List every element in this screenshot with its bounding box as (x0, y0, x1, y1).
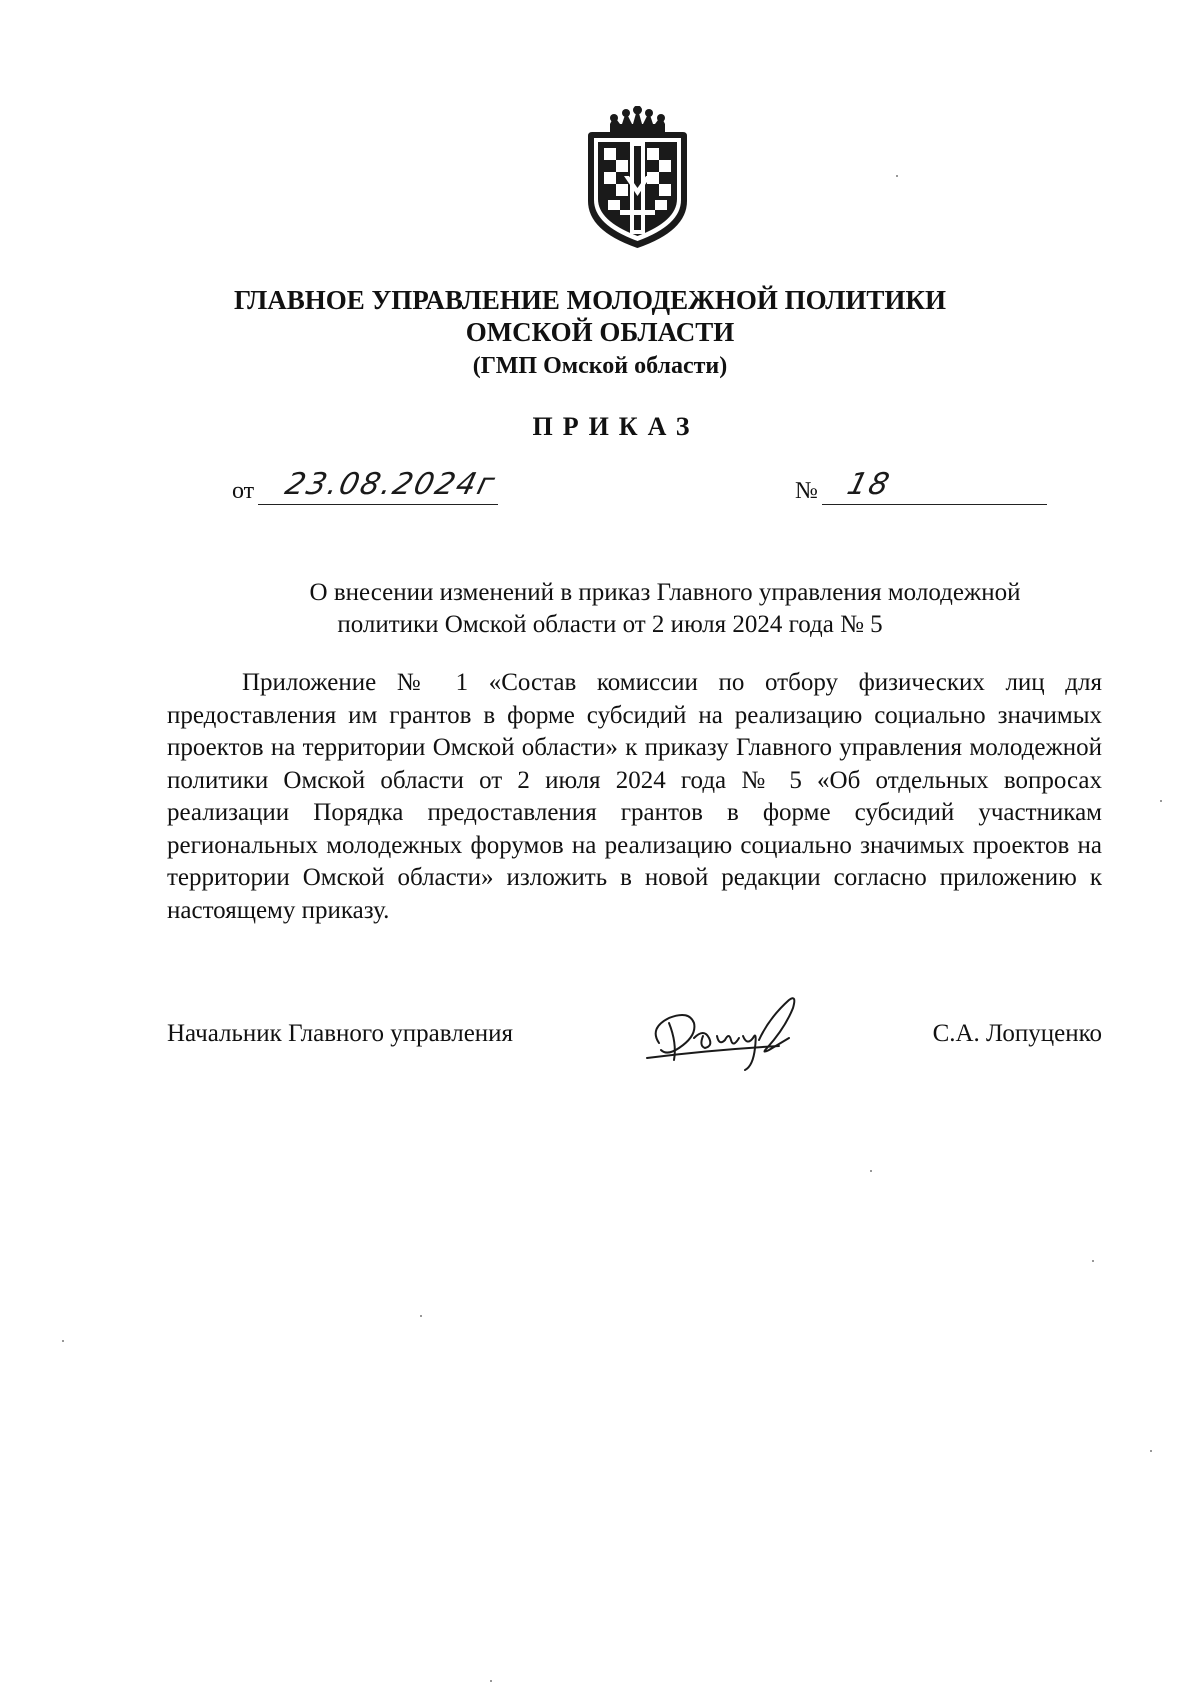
scan-speck (1092, 1260, 1094, 1262)
signatory-name: С.А. Лопуценко (932, 1020, 1102, 1047)
coat-of-arms-icon (580, 106, 695, 251)
signatory-position: Начальник Главного управления (167, 1020, 514, 1047)
scan-speck (870, 1170, 872, 1172)
subject-line2: политики Омской области от 2 июля 2024 года № 5 (337, 611, 883, 638)
order-date-line (232, 467, 501, 505)
scan-speck (896, 175, 898, 177)
scan-speck (490, 1680, 492, 1682)
subject-line1: О внесении изменений в приказ Главного управления молодежной (309, 579, 1021, 606)
handwritten-date: 23.08.2024г (281, 467, 501, 502)
order-subject (0, 577, 1200, 641)
organization-name-line1: ГЛАВНОЕ УПРАВЛЕНИЕ МОЛОДЕЖНОЙ ПОЛИТИКИ (233, 285, 947, 315)
number-label: № (795, 478, 818, 504)
handwritten-number: 18 (843, 467, 895, 502)
date-field (258, 467, 501, 505)
order-number-line (795, 467, 1047, 505)
signature-block (167, 1020, 1102, 1080)
order-body-paragraph: Приложение № 1 «Состав комиссии по отбору физических лиц для предоставления им грантов в форме субсидий на реализацию социально значимых проектов на территории Омской области» к приказу Главного управления молодежной политики Омской области от 2 июля 2024 года № 5 «Об отдельных вопросах реализации Порядка предоставления грантов в форме субсидий участникам региональных молодежных форумов на реализацию социально значимых проектов на территории Омской области» изложить в новой редакции согласно приложению к настоящему приказу. (167, 669, 1102, 924)
scan-speck (1150, 1450, 1152, 1452)
number-field (822, 467, 1047, 505)
date-label: от (232, 478, 255, 504)
scan-speck (62, 1340, 64, 1342)
organization-name-line2: ОМСКОЙ ОБЛАСТИ (465, 317, 735, 347)
organization-abbreviation: (ГМП Омской области) (472, 353, 728, 379)
handwritten-signature-icon (639, 988, 829, 1078)
document-type-title: ПРИКАЗ (532, 412, 700, 441)
scan-speck (420, 1315, 422, 1317)
scan-speck (1160, 800, 1162, 802)
